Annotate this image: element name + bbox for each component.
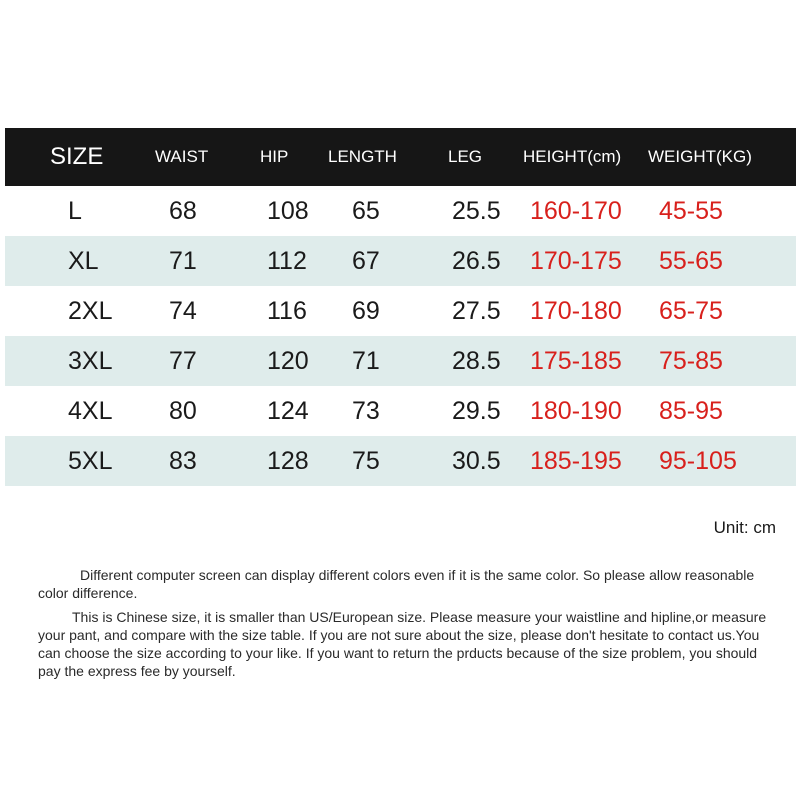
table-row xyxy=(5,386,796,436)
cell-weight: 65-75 xyxy=(659,297,723,325)
table-row xyxy=(5,236,796,286)
cell-height: 185-195 xyxy=(530,447,622,475)
header-size: SIZE xyxy=(50,143,104,170)
cell-length: 67 xyxy=(352,247,380,275)
cell-leg: 27.5 xyxy=(452,297,501,325)
cell-size: 5XL xyxy=(68,447,113,475)
unit-note: Unit: cm xyxy=(713,518,776,537)
header-length: LENGTH xyxy=(328,147,397,166)
cell-length: 65 xyxy=(352,197,380,225)
cell-size: L xyxy=(68,197,82,225)
cell-hip: 128 xyxy=(267,447,309,475)
cell-size: XL xyxy=(68,247,99,275)
cell-height: 170-175 xyxy=(530,247,622,275)
cell-hip: 120 xyxy=(267,347,309,375)
cell-hip: 112 xyxy=(267,247,307,275)
cell-height: 175-185 xyxy=(530,347,622,375)
cell-height: 170-180 xyxy=(530,297,622,325)
table-row xyxy=(5,186,796,236)
cell-weight: 45-55 xyxy=(659,197,723,225)
cell-weight: 85-95 xyxy=(659,397,723,425)
cell-leg: 30.5 xyxy=(452,447,501,475)
cell-waist: 77 xyxy=(169,347,197,375)
cell-waist: 74 xyxy=(169,297,197,325)
cell-weight: 55-65 xyxy=(659,247,723,275)
header-hip: HIP xyxy=(260,147,289,166)
cell-length: 71 xyxy=(352,347,380,375)
size-table xyxy=(5,128,796,486)
cell-height: 180-190 xyxy=(530,397,622,425)
cell-waist: 80 xyxy=(169,397,197,425)
color-disclaimer: Different computer screen can display different colors even if it is the same color. So please allow reasonable color difference. xyxy=(38,567,755,601)
cell-leg: 25.5 xyxy=(452,197,501,225)
cell-waist: 68 xyxy=(169,197,197,225)
cell-length: 69 xyxy=(352,297,380,325)
table-row xyxy=(5,436,796,486)
header-leg: LEG xyxy=(448,147,483,166)
header-weight: WEIGHT(KG) xyxy=(648,147,752,166)
table-row xyxy=(5,286,796,336)
cell-hip: 124 xyxy=(267,397,309,425)
cell-waist: 83 xyxy=(169,447,197,475)
table-row xyxy=(5,336,796,386)
cell-size: 4XL xyxy=(68,397,113,425)
cell-size: 2XL xyxy=(68,297,113,325)
cell-length: 75 xyxy=(352,447,380,475)
cell-height: 160-170 xyxy=(530,197,622,225)
table-header-row xyxy=(5,128,796,186)
cell-length: 73 xyxy=(352,397,380,425)
cell-hip: 116 xyxy=(267,297,307,325)
header-height: HEIGHT(cm) xyxy=(523,147,622,166)
notes-block xyxy=(38,566,778,686)
cell-weight: 75-85 xyxy=(659,347,723,375)
cell-leg: 26.5 xyxy=(452,247,501,275)
cell-waist: 71 xyxy=(169,247,197,275)
cell-hip: 108 xyxy=(267,197,309,225)
cell-weight: 95-105 xyxy=(659,447,737,475)
cell-leg: 29.5 xyxy=(452,397,501,425)
cell-leg: 28.5 xyxy=(452,347,501,375)
size-disclaimer: This is Chinese size, it is smaller than US/European size. Please measure your waistline and hipline,or measure your pant, and compare with the size table. If you are not sure about the size, please don't hesitate to contact us.You can choose the size according to your like. If you want to return the prducts because of the size problem, you should pay the express fee by yourself. xyxy=(38,609,767,679)
header-waist: WAIST xyxy=(155,147,209,166)
cell-size: 3XL xyxy=(68,347,113,375)
